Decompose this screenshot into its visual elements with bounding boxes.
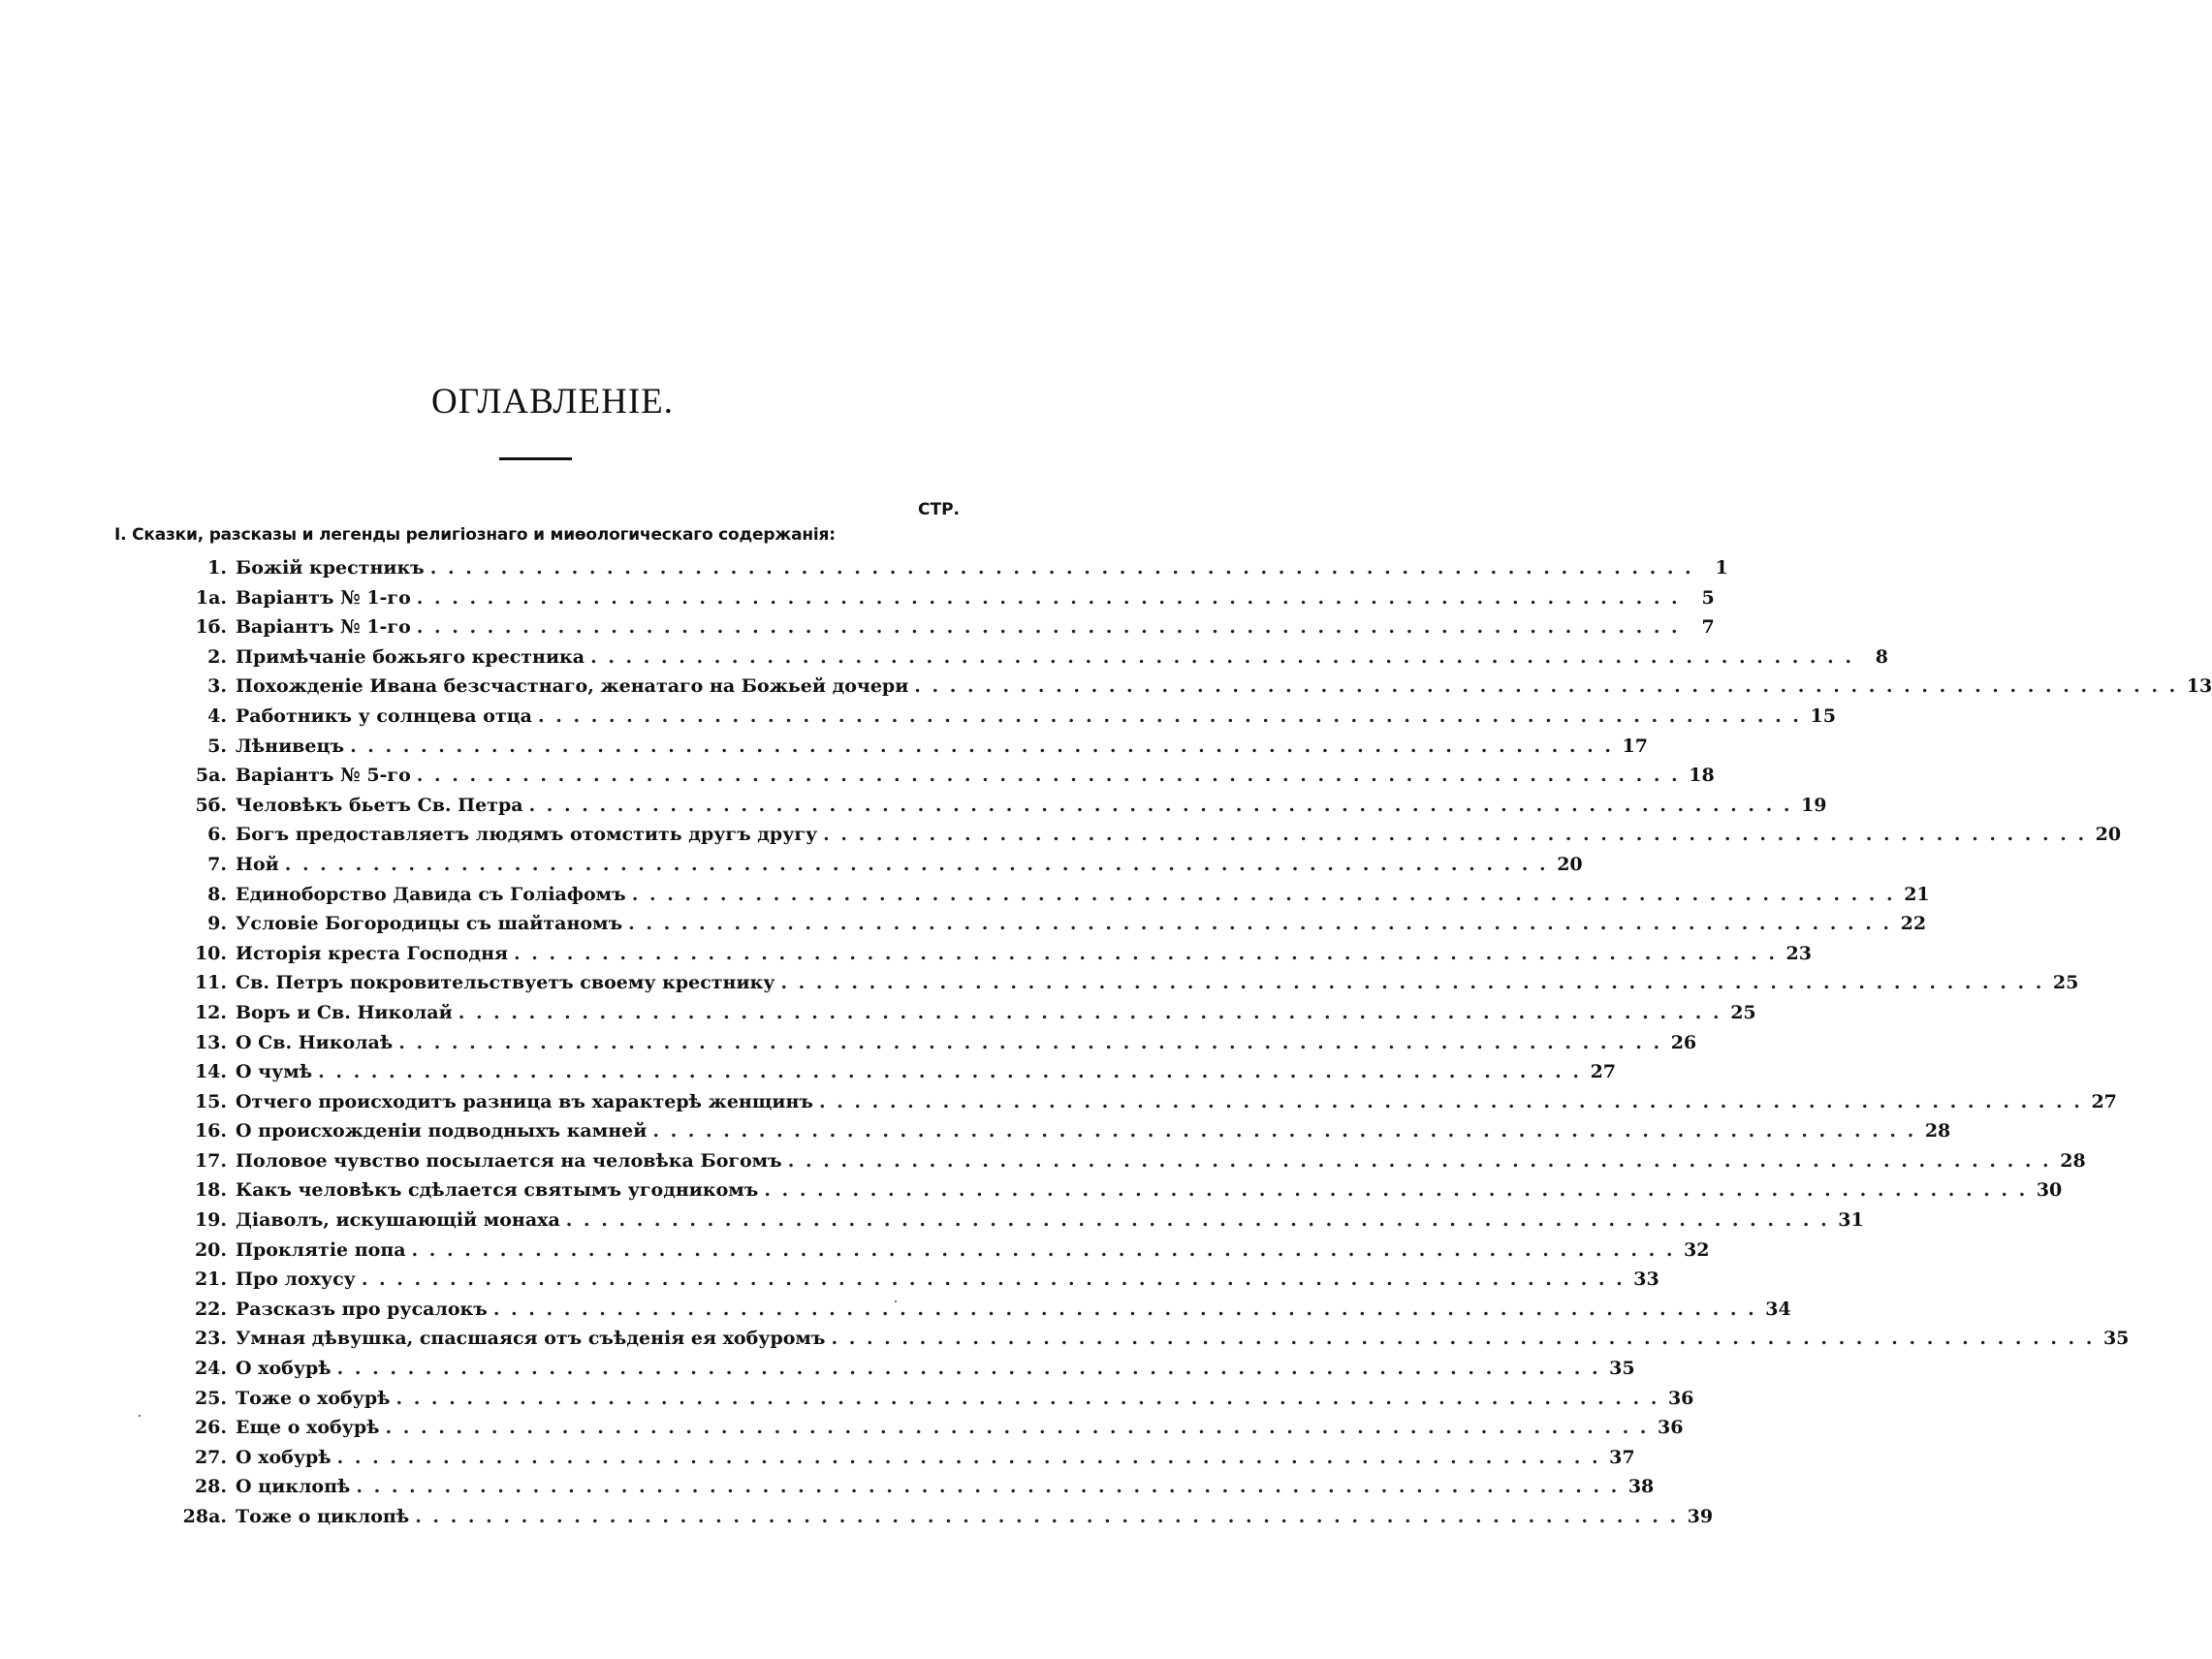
toc-entry-title: Св. Петръ покровительствуетъ своему крестнику [236, 972, 775, 994]
toc-entry-page: 33 [1633, 1268, 1659, 1291]
toc-entry [182, 642, 1889, 673]
toc-entry-page: 28 [1924, 1120, 1951, 1143]
toc-entry-page: 39 [1687, 1506, 1714, 1527]
toc-dot-leader [831, 1324, 2092, 1354]
toc-entry [182, 1028, 1697, 1058]
toc-entry [182, 583, 1715, 613]
toc-entry-number: 17. [194, 1149, 227, 1172]
toc-entry-title: Про лохусу [236, 1268, 356, 1291]
toc-entry-number: 28. [194, 1476, 227, 1498]
toc-entry [182, 1205, 1864, 1236]
toc-entry-number: 12. [194, 1001, 227, 1023]
toc-entry [182, 1087, 2117, 1117]
toc-entry-number: 27. [194, 1446, 227, 1468]
toc-entry-page: 34 [1765, 1298, 1791, 1320]
toc-entry [182, 939, 1812, 969]
toc-entry-title: Божій крестникъ [236, 557, 425, 579]
toc-entry-number: 19. [194, 1209, 227, 1232]
toc-entry-number: 24. [194, 1358, 227, 1380]
toc-dot-leader [285, 850, 1546, 880]
stray-mark [139, 1415, 141, 1417]
toc-entry-page: 30 [2036, 1179, 2063, 1202]
toc-entry [182, 702, 1836, 732]
toc-entry-page: 26 [1670, 1031, 1697, 1053]
toc-entry [182, 1443, 1635, 1473]
toc-entry [182, 1265, 1659, 1295]
toc-entry-page: 5 [1701, 586, 1715, 609]
toc-entry-page: 25 [2052, 972, 2079, 994]
toc-dot-leader [415, 1502, 1676, 1532]
toc-entry [182, 1116, 1951, 1146]
toc-entry-title: Варіантъ № 1-го [236, 616, 411, 639]
toc-entry-page: 37 [1609, 1446, 1635, 1468]
toc-entry-title: Варіантъ № 5-го [236, 765, 411, 787]
toc-entry [182, 553, 1728, 583]
toc-entry-number: 5а. [195, 765, 227, 787]
page-title: ОГЛАВЛЕНІЕ. [430, 382, 674, 422]
toc-dot-leader [628, 909, 1889, 939]
toc-entry-title: Работникъ у солнцева отца [236, 704, 532, 727]
toc-entry [182, 1236, 1710, 1266]
toc-entry [182, 1175, 2063, 1205]
toc-dot-leader [362, 1265, 1623, 1295]
toc-dot-leader [538, 702, 1799, 732]
toc-entry-number: 5. [207, 735, 227, 757]
toc-dot-leader [819, 1087, 2080, 1117]
toc-entry-number: 6. [207, 824, 227, 846]
toc-entry [182, 820, 2122, 850]
toc-entry-title: Варіантъ № 1-го [236, 586, 411, 609]
toc-entry-page: 35 [1609, 1358, 1635, 1380]
toc-entry-number: 3. [207, 675, 227, 698]
toc-entry-number: 1а. [195, 586, 227, 609]
toc-entry-title: Тоже о хобурѣ [236, 1387, 391, 1409]
toc-entry-page: 32 [1684, 1238, 1710, 1261]
toc-entry-page: 22 [1900, 913, 1927, 935]
toc-entry [182, 672, 2212, 702]
toc-dot-leader [566, 1205, 1827, 1236]
toc-entry-title: Половое чувство посылается на человѣка Богомъ [236, 1149, 782, 1172]
toc-entry-title: Богъ предоставляетъ людямъ отомстить другъ другу [236, 824, 818, 846]
toc-entry-page: 36 [1657, 1417, 1684, 1439]
toc-entry [182, 612, 1715, 642]
toc-entry-title: Діаволъ, искушающій монаха [236, 1209, 560, 1232]
toc-entry [182, 1354, 1635, 1384]
toc-entry-number: 1б. [195, 616, 227, 639]
toc-entry-number: 14. [194, 1061, 227, 1083]
stray-mark [895, 1300, 897, 1302]
toc-entry-title: Лѣнивецъ [236, 735, 345, 757]
toc-entry [182, 1324, 2130, 1354]
toc-dot-leader [350, 732, 1611, 762]
toc-entry-page: 13 [2186, 675, 2212, 698]
toc-entry-number: 9. [207, 913, 227, 935]
toc-dot-leader [356, 1472, 1617, 1502]
toc-entry-number: 1. [207, 557, 227, 579]
toc-dot-leader [529, 791, 1790, 821]
toc-entry [182, 732, 1648, 762]
toc-entry-number: 28а. [182, 1506, 227, 1527]
toc-entry-title: Воръ и Св. Николай [236, 1001, 453, 1023]
toc-dot-leader [337, 1354, 1598, 1384]
toc-entry-page: 19 [1801, 794, 1827, 816]
toc-entry [182, 850, 1583, 880]
toc-entry-page: 18 [1689, 765, 1715, 787]
toc-entry-number: 8. [207, 883, 227, 905]
toc-entry-page: 23 [1785, 942, 1812, 964]
toc-entry-page: 28 [2060, 1149, 2086, 1172]
toc-entry-title: Умная дѣвушка, спасшаяся отъ съѣденія ея хобуромъ [236, 1328, 826, 1350]
toc-entry-title: Отчего происходитъ разница въ характерѣ женщинъ [236, 1090, 813, 1112]
toc-entry [182, 1502, 1714, 1532]
toc-dot-leader [318, 1057, 1579, 1087]
toc-entry-title: Еще о хобурѣ [236, 1417, 380, 1439]
toc-entry-number: 18. [194, 1179, 227, 1202]
toc-entry-page: 35 [2102, 1328, 2130, 1350]
toc-dot-leader [417, 612, 1678, 642]
toc-entry-title: Тоже о циклопѣ [236, 1506, 410, 1527]
toc-entry-number: 4. [207, 704, 227, 727]
toc-dot-leader [823, 820, 2084, 850]
toc-dot-leader [412, 1236, 1673, 1266]
toc-entry [182, 791, 1827, 821]
toc-entry-title: Условіе Богородицы съ шайтаномъ [236, 913, 623, 935]
toc-dot-leader [514, 939, 1775, 969]
toc-entry-number: 7. [207, 853, 227, 875]
toc-dot-leader [590, 642, 1851, 673]
toc-dot-leader [780, 968, 2041, 998]
toc-entry-title: Какъ человѣкъ сдѣлается святымъ угодникомъ [236, 1179, 759, 1202]
toc-entry [182, 1057, 1617, 1087]
toc-entry-title: Похожденіе Ивана безсчастнаго, женатаго на Божьей дочери [236, 675, 909, 698]
toc-entry-title: Исторія креста Господня [236, 942, 509, 964]
toc-entry-title: О циклопѣ [236, 1476, 351, 1498]
toc-entry [182, 1295, 1791, 1325]
toc-entry-title: О происхожденіи подводныхъ камней [236, 1120, 648, 1143]
toc-entry-title: О хобурѣ [236, 1358, 332, 1380]
toc-dot-leader [914, 672, 2175, 702]
toc-entry-title: Единоборство Давида съ Голіафомъ [236, 883, 626, 905]
toc-entry-title: О чумѣ [236, 1061, 313, 1083]
toc-entry-page: 15 [1810, 704, 1836, 727]
toc-entry [182, 1384, 1694, 1414]
toc-entry [182, 1146, 2086, 1176]
toc-dot-leader [493, 1295, 1754, 1325]
toc-dot-leader [788, 1146, 2049, 1176]
toc-entry-number: 26. [194, 1417, 227, 1439]
toc-entry-number: 13. [194, 1031, 227, 1053]
toc-dot-leader [386, 1413, 1647, 1443]
title-divider [499, 457, 572, 460]
toc-entry-page: 17 [1622, 735, 1648, 757]
toc-dot-leader [398, 1028, 1659, 1058]
toc-dot-leader [764, 1175, 2025, 1205]
toc-list [182, 553, 2212, 1532]
toc-entry-title: Проклятіе попа [236, 1238, 406, 1261]
toc-entry-page: 27 [1590, 1061, 1617, 1083]
toc-entry [182, 1413, 1684, 1443]
toc-entry-page: 31 [1838, 1209, 1864, 1232]
toc-entry-page: 21 [1904, 883, 1930, 905]
toc-dot-leader [652, 1116, 1913, 1146]
toc-entry [182, 909, 1927, 939]
toc-dot-leader [417, 583, 1678, 613]
toc-dot-leader [395, 1384, 1657, 1414]
toc-dot-leader [430, 553, 1691, 583]
toc-entry-title: О Св. Николаѣ [236, 1031, 394, 1053]
toc-entry [182, 880, 1930, 910]
toc-entry [182, 998, 1756, 1028]
toc-entry-number: 11. [194, 972, 227, 994]
toc-entry-number: 2. [207, 645, 227, 668]
toc-entry [182, 968, 2079, 998]
toc-entry [182, 761, 1715, 791]
toc-entry-title: Разсказъ про русалокъ [236, 1298, 488, 1320]
toc-dot-leader [632, 880, 1893, 910]
toc-entry-number: 5б. [195, 794, 227, 816]
toc-entry-page: 36 [1667, 1387, 1694, 1409]
toc-entry-title: Человѣкъ бьетъ Св. Петра [236, 794, 523, 816]
toc-entry-title: Примѣчаніе божьяго крестника [236, 645, 585, 668]
toc-entry-number: 25. [194, 1387, 227, 1409]
toc-dot-leader [417, 761, 1678, 791]
toc-entry-number: 15. [194, 1090, 227, 1112]
section-heading: I. Сказки, разсказы и легенды религіознаго и миѳологическаго содержанія: [114, 525, 836, 545]
toc-entry-number: 23. [194, 1328, 227, 1350]
toc-entry-number: 22. [194, 1298, 227, 1320]
toc-entry-page: 20 [2095, 824, 2122, 846]
toc-entry-page: 7 [1701, 616, 1715, 639]
toc-entry-title: О хобурѣ [236, 1446, 332, 1468]
toc-entry-page: 1 [1715, 557, 1728, 579]
toc-entry-number: 10. [194, 942, 227, 964]
toc-dot-leader [458, 998, 1720, 1028]
toc-entry-page: 25 [1730, 1001, 1756, 1023]
toc-entry-page: 20 [1557, 853, 1583, 875]
toc-entry-page: 38 [1627, 1476, 1655, 1498]
toc-entry-title: Ной [236, 853, 279, 875]
toc-entry-number: 16. [194, 1120, 227, 1143]
toc-entry [182, 1472, 1655, 1502]
toc-entry-page: 8 [1875, 645, 1889, 668]
toc-entry-page: 27 [2091, 1090, 2117, 1112]
page-column-label: СТР. [918, 500, 960, 519]
toc-dot-leader [337, 1443, 1598, 1473]
toc-entry-number: 20. [194, 1238, 227, 1261]
toc-entry-number: 21. [194, 1268, 227, 1291]
